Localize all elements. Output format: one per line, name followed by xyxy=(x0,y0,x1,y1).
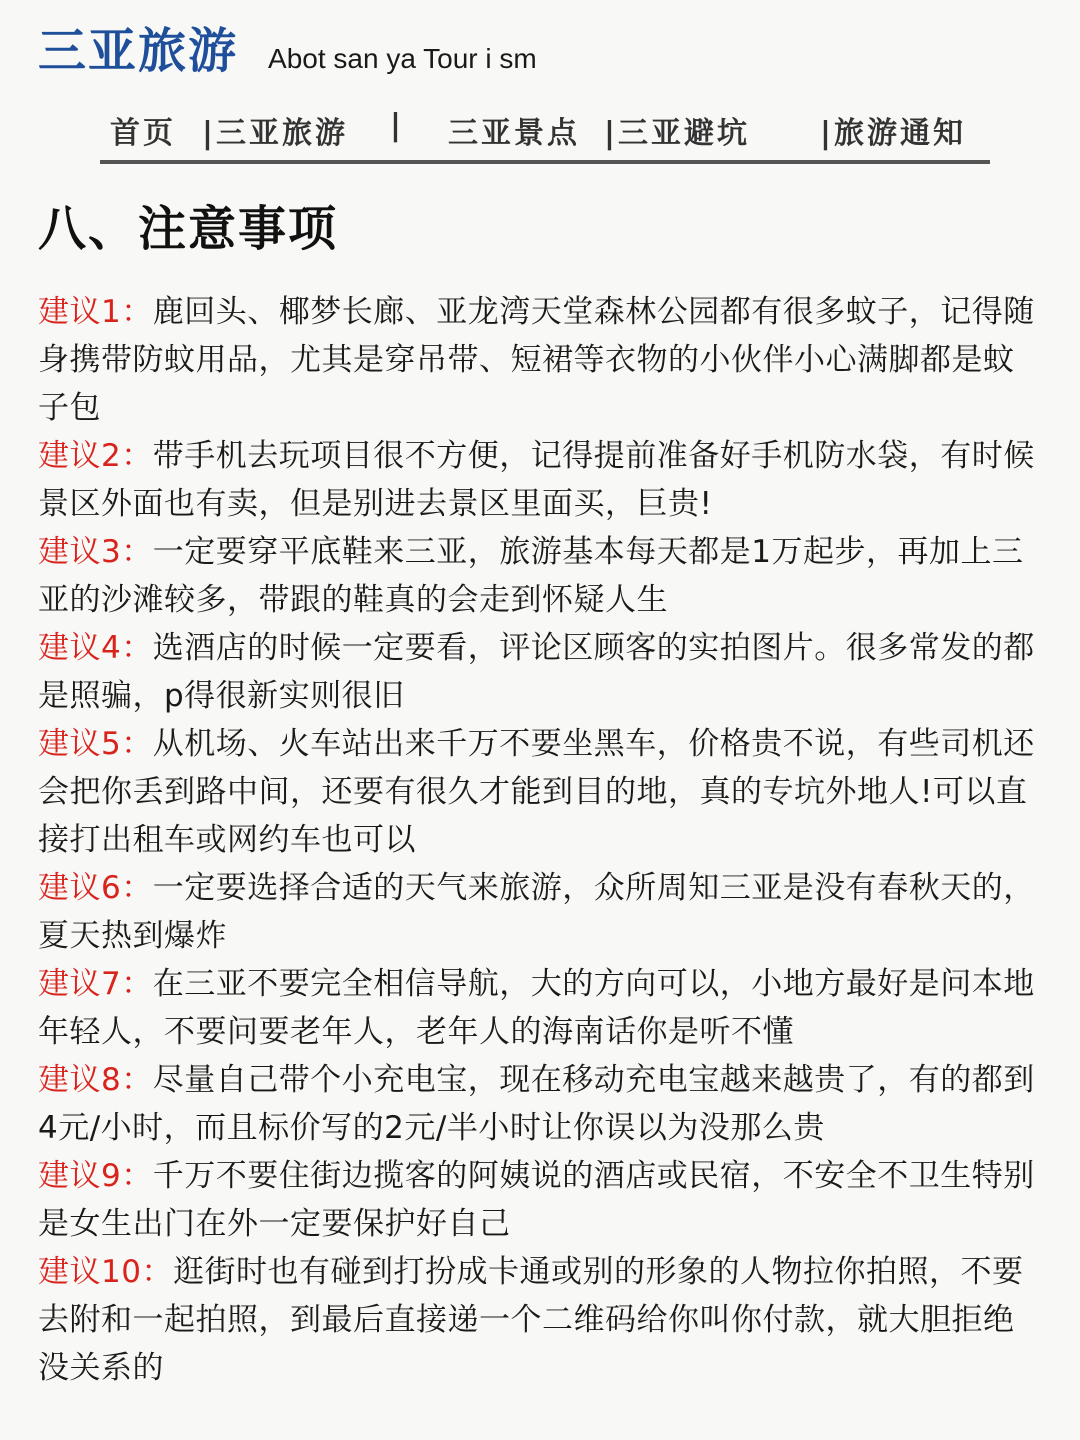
tip-item xyxy=(38,288,1038,432)
tip-item xyxy=(38,1152,1038,1248)
tip-item xyxy=(38,624,1038,720)
brand-title: 三亚旅游 xyxy=(38,23,239,79)
tip-text: 带手机去玩项目很不方便，记得提前准备好手机防水袋，有时候景区外面也有卖，但是别进去景区里面买，巨贵! xyxy=(38,438,1035,522)
brand-subtitle: Abot san ya Tour i sm xyxy=(268,43,537,74)
tip-label: 建议5： xyxy=(38,726,153,762)
nav-item-travel-notices[interactable]: |旅游通知 xyxy=(820,116,966,151)
tip-text: 从机场、火车站出来千万不要坐黑车，价格贵不说，有些司机还会把你丢到路中间，还要有很久才能到目的地，真的专坑外地人!可以直接打出租车或网约车也可以 xyxy=(38,726,1035,858)
tips-list xyxy=(38,288,1038,1392)
tip-label: 建议10： xyxy=(38,1254,173,1290)
tip-item xyxy=(38,432,1038,528)
nav-separator: | xyxy=(390,108,404,143)
tip-label: 建议6： xyxy=(38,870,153,906)
tip-text: 选酒店的时候一定要看，评论区顾客的实拍图片。很多常发的都是照骗，p得很新实则很旧 xyxy=(38,630,1035,714)
tip-text: 一定要穿平底鞋来三亚，旅游基本每天都是1万起步，再加上三亚的沙滩较多，带跟的鞋真的会走到怀疑人生 xyxy=(38,534,1024,618)
tip-item xyxy=(38,720,1038,864)
tip-label: 建议1： xyxy=(38,294,153,330)
nav-item-sanya-pitfalls[interactable]: |三亚避坑 xyxy=(604,116,750,151)
nav-item-sanya-travel[interactable]: |三亚旅游 xyxy=(202,116,348,151)
tip-item xyxy=(38,1248,1038,1392)
tip-item xyxy=(38,960,1038,1056)
tip-item xyxy=(38,864,1038,960)
page-header xyxy=(38,22,537,80)
tip-label: 建议7： xyxy=(38,966,153,1002)
tip-label: 建议8： xyxy=(38,1062,153,1098)
tip-label: 建议9： xyxy=(38,1158,153,1194)
nav-item-home[interactable]: 首页 xyxy=(110,116,176,151)
page-title: 八、注意事项 xyxy=(38,201,339,257)
tip-text: 在三亚不要完全相信导航，大的方向可以，小地方最好是问本地年轻人，不要问要老年人，老年人的海南话你是听不懂 xyxy=(38,966,1035,1050)
tip-item xyxy=(38,528,1038,624)
tip-label: 建议2： xyxy=(38,438,153,474)
nav-bar xyxy=(100,104,990,164)
tip-text: 逛街时也有碰到打扮成卡通或别的形象的人物拉你拍照，不要去附和一起拍照，到最后直接递一个二维码给你叫你付款，就大胆拒绝没关系的 xyxy=(38,1254,1024,1386)
nav-item-sanya-attractions[interactable]: 三亚景点 xyxy=(448,116,580,151)
tip-item xyxy=(38,1056,1038,1152)
tip-text: 一定要选择合适的天气来旅游，众所周知三亚是没有春秋天的，夏天热到爆炸 xyxy=(38,870,1035,954)
tip-label: 建议4： xyxy=(38,630,153,666)
tip-text: 鹿回头、椰梦长廊、亚龙湾天堂森林公园都有很多蚊子，记得随身携带防蚊用品，尤其是穿吊带、短裙等衣物的小伙伴小心满脚都是蚊子包 xyxy=(38,294,1035,426)
tip-label: 建议3： xyxy=(38,534,153,570)
tip-text: 尽量自己带个小充电宝，现在移动充电宝越来越贵了，有的都到4元/小时，而且标价写的2元/半小时让你误以为没那么贵 xyxy=(38,1062,1035,1146)
tip-text: 千万不要住街边揽客的阿姨说的酒店或民宿，不安全不卫生特别是女生出门在外一定要保护好自己 xyxy=(38,1158,1035,1242)
